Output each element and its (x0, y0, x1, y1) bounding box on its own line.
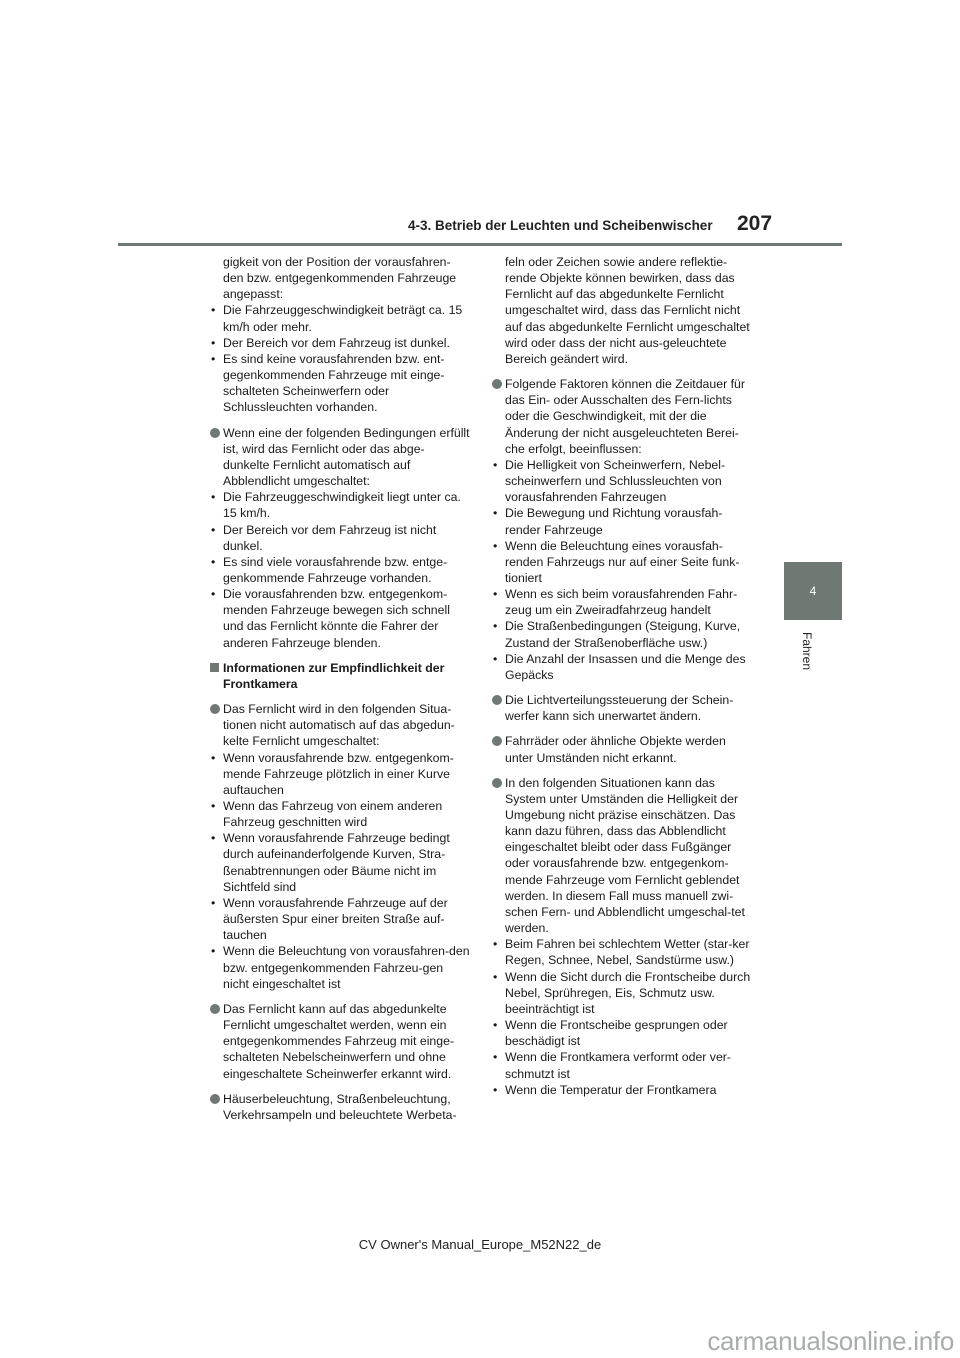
bullet-item: • Die Helligkeit von Scheinwerfern, Nebel-scheinwerfern und Schlussleuchten von vorausfahrenden Fahrzeugen (491, 457, 753, 505)
bullet-item: • Wenn es sich beim vorausfahrenden Fahr-zeug um ein Zweiradfahrzeug handelt (491, 586, 753, 618)
bullet-item: • Die Fahrzeuggeschwindigkeit beträgt ca. 15 km/h oder mehr. (209, 302, 471, 334)
paragraph-text: Folgende Faktoren können die Zeitdauer für das Ein- oder Ausschalten des Fern-lichts oder die Geschwindigkeit, mit der die Änderung der nicht ausgeleuchteten Berei-che erfolgt, beeinflussen: (505, 377, 745, 456)
heading-text: Informationen zur Empfindlichkeit der Frontkamera (223, 660, 445, 691)
paragraph (209, 701, 471, 749)
bullet-item: • Wenn die Beleuchtung von vorausfahren-den bzw. entgegenkommenden Fahrzeu-gen nicht eingeschaltet ist (209, 943, 471, 991)
circle-bullet-icon (492, 778, 502, 788)
bullet-item: • Wenn die Frontscheibe gesprungen oder beschädigt ist (491, 1017, 753, 1049)
chapter-tab (784, 562, 842, 620)
bullet-item: • Wenn vorausfahrende bzw. entgegenkom-mende Fahrzeuge plötzlich in einer Kurve auftauchen (209, 750, 471, 798)
paragraph (491, 376, 753, 457)
bullet-item: • Die vorausfahrenden bzw. entgegenkom-menden Fahrzeuge bewegen sich schnell und das Fernlicht könnte die Fahrer der anderen Fahrzeuge blenden. (209, 586, 471, 651)
bullet-item: • Beim Fahren bei schlechtem Wetter (star-ker Regen, Schnee, Nebel, Sandstürme usw.) (491, 936, 753, 968)
bullet-item: • Der Bereich vor dem Fahrzeug ist dunkel. (209, 335, 471, 351)
continued-block (209, 254, 471, 416)
bullet-item: • Die Fahrzeuggeschwindigkeit liegt unter ca. 15 km/h. (209, 489, 471, 521)
left-column (209, 254, 471, 1132)
bullet-item: • Die Anzahl der Insassen und die Menge des Gepäcks (491, 651, 753, 683)
bullet-item: • Die Bewegung und Richtung vorausfah-render Fahrzeuge (491, 505, 753, 537)
paragraph (209, 1091, 471, 1123)
bullet-item: • Es sind keine vorausfahrenden bzw. ent-gegenkommenden Fahrzeuge mit einge-schalteten Scheinwerfern oder Schlussleuchten vorhanden. (209, 351, 471, 416)
continued-text: feln oder Zeichen sowie andere reflektie-rende Objekte können bewirken, dass das Fernlicht auf das abgedunkelte Fernlicht umgeschaltet wird, dass das Fernlicht nicht auf das abgedunkelte Fernlicht umgeschaltet wird oder dass der nicht aus-geleuchtete Bereich geändert wird. (505, 255, 750, 366)
paragraph-text: Die Lichtverteilungssteuerung der Schein-werfer kann sich unerwartet ändern. (505, 693, 734, 724)
circle-bullet-icon (210, 704, 220, 714)
paragraph (209, 425, 471, 490)
bullet-item: • Wenn die Temperatur der Frontkamera (491, 1082, 753, 1098)
bullet-item: • Der Bereich vor dem Fahrzeug ist nicht dunkel. (209, 522, 471, 554)
chapter-label: Fahren (800, 632, 814, 671)
paragraph (209, 1001, 471, 1082)
bullet-item: • Wenn das Fahrzeug von einem anderen Fahrzeug geschnitten wird (209, 798, 471, 830)
paragraph-block (491, 775, 753, 1098)
paragraph (491, 733, 753, 765)
paragraph-block (491, 376, 753, 683)
paragraph (491, 775, 753, 937)
circle-bullet-icon (492, 736, 502, 746)
square-bullet-icon (210, 663, 219, 672)
paragraph-text: Das Fernlicht kann auf das abgedunkelte Fernlicht umgeschaltet werden, wenn ein entgegenkommendes Fahrzeug mit einge-schalteten Nebelscheinwerfern und ohne eingeschaltete Scheinwerfer erkannt wird. (223, 1001, 455, 1081)
paragraph (491, 692, 753, 724)
paragraph-text: Das Fernlicht wird in den folgenden Situa-tionen nicht automatisch auf das abgedun-kelte Fernlicht umgeschaltet: (223, 702, 455, 749)
circle-bullet-icon (210, 1094, 220, 1104)
circle-bullet-icon (492, 379, 502, 389)
bullet-item: • Wenn die Sicht durch die Frontscheibe durch Nebel, Sprühregen, Eis, Schmutz usw. beeinträchtigt ist (491, 969, 753, 1017)
circle-bullet-icon (210, 428, 220, 438)
continued-block (491, 254, 753, 367)
header-rule (118, 243, 842, 246)
continued-text: gigkeit von der Position der vorausfahren-den bzw. entgegenkommenden Fahrzeuge angepasst: (223, 255, 457, 302)
paragraph-block (209, 1001, 471, 1082)
heading-block (209, 660, 471, 692)
paragraph-block (209, 701, 471, 992)
circle-bullet-icon (492, 695, 502, 705)
paragraph-block (209, 425, 471, 651)
chapter-number: 4 (809, 584, 817, 598)
page-number: 207 (737, 212, 773, 235)
bullet-item: • Wenn die Frontkamera verformt oder ver-schmutzt ist (491, 1049, 753, 1081)
paragraph-block (209, 1091, 471, 1123)
watermark: carmanualsonline.info (707, 1326, 954, 1356)
paragraph-block (491, 692, 753, 724)
paragraph-text: Wenn eine der folgenden Bedingungen erfüllt ist, wird das Fernlicht oder das abge-dunkelte Fernlicht automatisch auf Abblendlicht umgeschaltet: (223, 425, 470, 489)
paragraph-block (491, 733, 753, 765)
circle-bullet-icon (210, 1004, 220, 1014)
subsection-heading (209, 660, 471, 692)
paragraph-text: Fahrräder oder ähnliche Objekte werden unter Umständen nicht erkannt. (505, 734, 726, 765)
bullet-item: • Wenn die Beleuchtung eines vorausfah-renden Fahrzeugs nur auf einer Seite funk-tioniert (491, 538, 753, 586)
bullet-item: • Die Straßenbedingungen (Steigung, Kurve, Zustand der Straßenoberfläche usw.) (491, 618, 753, 650)
paragraph-text: In den folgenden Situationen kann das System unter Umständen die Helligkeit der Umgebung nicht präzise einschätzen. Das kann dazu führen, dass das Abblendlicht eingeschaltet bleibt oder dass Fußgänger oder vorausfahrende bzw. entgegenkom-mende Fahrzeuge vom Fernlicht geblendet werden. In diesem Fall muss manuell zwi-schen Fern- und Abblendlicht umgeschal-tet werden. (505, 775, 745, 936)
footer-text: CV Owner's Manual_Europe_M52N22_de (358, 1237, 602, 1252)
right-column (491, 254, 753, 1107)
bullet-item: • Wenn vorausfahrende Fahrzeuge bedingt durch aufeinanderfolgende Kurven, Stra-ßenabtrennungen oder Bäume nicht im Sichtfeld sind (209, 830, 471, 895)
bullet-item: • Wenn vorausfahrende Fahrzeuge auf der äußersten Spur einer breiten Straße auf-tauchen (209, 895, 471, 943)
bullet-item: • Es sind viele vorausfahrende bzw. entge-genkommende Fahrzeuge vorhanden. (209, 554, 471, 586)
section-title: 4-3. Betrieb der Leuchten und Scheibenwischer (408, 218, 713, 233)
paragraph-text: Häuserbeleuchtung, Straßenbeleuchtung, Verkehrsampeln und beleuchtete Werbeta- (223, 1091, 457, 1122)
